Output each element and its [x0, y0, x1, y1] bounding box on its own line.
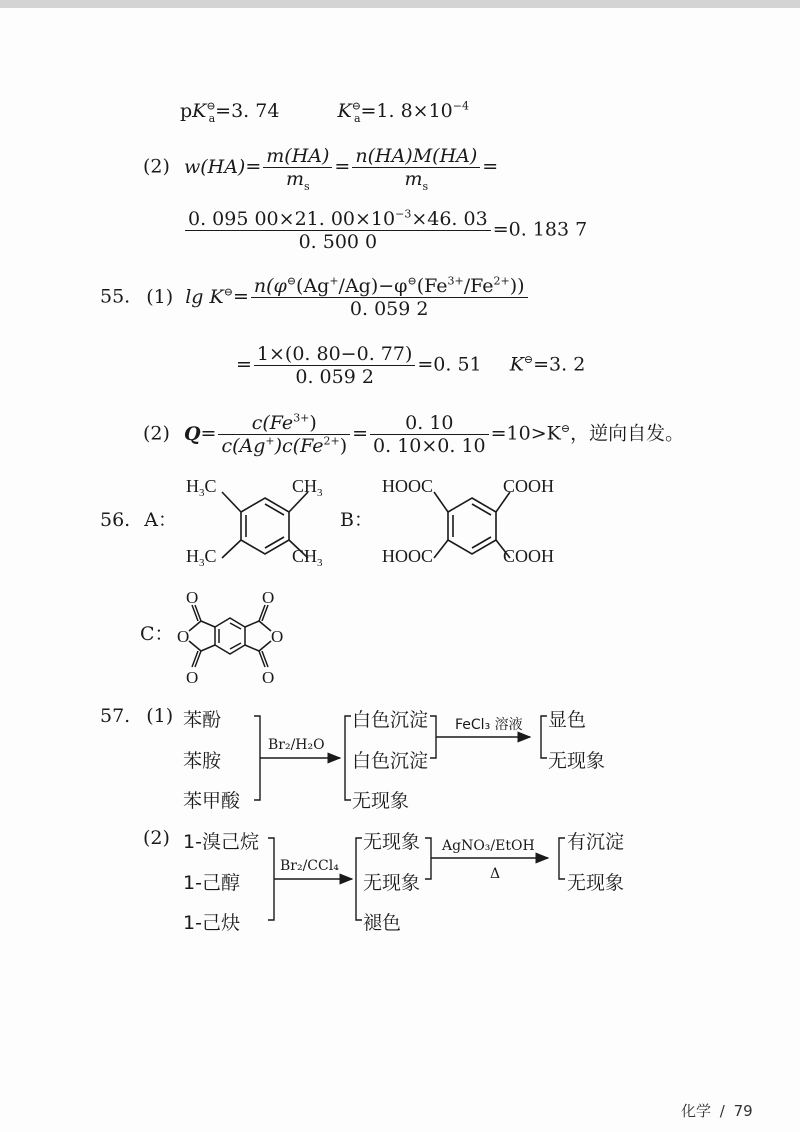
p1-reagent1: Br₂/H₂O: [268, 737, 325, 753]
p2-reagent2: AgNO₃/EtOH: [442, 838, 535, 854]
q57-p2-result: 无现象: [363, 872, 421, 894]
q57-p1-item: 苯胺: [183, 750, 222, 772]
q57-p1-result: 白色沉淀: [352, 750, 429, 772]
wha-result: =0. 183 7: [492, 218, 588, 241]
q57-p2-item: 1-溴己烷: [183, 831, 259, 853]
svg-text:O: O: [262, 668, 275, 687]
q55-part1-label: (1): [146, 285, 174, 308]
q55-part2: (2) Q= $\frac{c(Fe^{3+})}{c(Ag^+)c(Fe^{2+})}$ = $\frac{0. 10}{0. 10\times 0. 10}$ =10>K⊖，逆向自发。: [143, 411, 685, 457]
k-value: =3. 2: [533, 353, 586, 376]
q54-part2: (2) w(HA)= $\frac{m(HA)}{m_s}$ = $\frac{n(HA)M(HA)}{m_s}$ =: [143, 145, 499, 193]
q57-p2-label: (2): [143, 827, 170, 849]
p1-reagent2: FeCl₃ 溶液: [455, 717, 523, 733]
q57-p1-final: 显色: [548, 709, 587, 731]
q57-p2-item: 1-己炔: [183, 912, 240, 934]
svg-text:H3C: $H_3C$: [186, 546, 217, 569]
q57-p2-final: 有沉淀: [567, 831, 625, 853]
bracket-p1-mid-left: [345, 716, 351, 800]
q56-label-b: B：: [340, 509, 373, 531]
q54-part2-label: (2): [143, 155, 170, 178]
svg-text:COOH: COOH: [503, 546, 555, 566]
q57-p2-item: 1-己醇: [183, 872, 240, 894]
q57-p1-final: 无现象: [548, 750, 606, 772]
pka-line: $pK^⊖_a=3$. 74 $K^⊖_a=1$. $8\times 10^{-4}$: [180, 99, 469, 125]
svg-text:HOOC: HOOC: [382, 476, 434, 496]
p2-reagent1: Br₂/CCl₄: [280, 858, 339, 874]
svg-text:COOH: COOH: [503, 476, 555, 496]
svg-text:H3C: $H_3C$: [186, 476, 217, 499]
q56-label-a: 56. A：: [100, 509, 177, 531]
q57-p1-item: 苯酚: [183, 709, 222, 731]
fraction-q: $\frac{c(Fe^{3+})}{c(Ag^+)c(Fe^{2+})}$: [218, 412, 350, 457]
q55-part1: 55. (1) lg K⊖= $\frac{n(\varphi^⊖(Ag^+/Ag)-\varphi^⊖(Fe^{3+}/Fe^{2+}))}{0. 059 2}$: [100, 275, 530, 320]
page-footer: [681, 1100, 753, 1121]
svg-text:O: O: [262, 588, 275, 607]
q57-p2-final: 无现象: [567, 872, 625, 894]
q55-number: 55.: [100, 285, 131, 308]
fraction-wha-calc: $\frac{0. 095 00\times 21. 00\times 10^{-3}\times 46. 03}{0. 500 0}$: [185, 208, 491, 253]
svg-text:O: O: [186, 588, 199, 607]
bracket-p2-mid-left: [356, 838, 362, 920]
page-number: 79: [733, 1102, 753, 1120]
ka-exponent: −4: [452, 99, 469, 113]
bracket-p2-final: [559, 838, 565, 879]
pka-value: =3. 74: [215, 100, 280, 122]
q57-number: 57. (1): [100, 705, 174, 727]
svg-text:O: O: [186, 668, 199, 687]
q57-p1-item: 苯甲酸: [183, 790, 241, 812]
q57-p1-result: 白色沉淀: [352, 709, 429, 731]
q56-label-c: C：: [140, 623, 174, 645]
svg-text:O: O: [271, 627, 284, 646]
svg-text:O: O: [177, 627, 190, 646]
q57-p1-result: 无现象: [352, 790, 410, 812]
bracket-p2-left: [268, 838, 274, 920]
q57-p2-result: 无现象: [363, 831, 421, 853]
p2-reagent2-delta: Δ: [490, 866, 501, 882]
fraction-q-calc: $\frac{0. 10}{0. 10\times 0. 10}$: [370, 412, 489, 457]
w-ha: w(HA): [183, 155, 246, 178]
fraction-m-ha: $\frac{m(HA)}{m_s}$: [263, 145, 332, 190]
ka-value: =1. 8×10: [360, 100, 453, 122]
bracket-p1-mid-right: [430, 716, 436, 758]
footer-subject: 化学: [681, 1102, 712, 1120]
svg-text:CH3: $CH_3$: [292, 546, 323, 569]
svg-text:HOOC: HOOC: [382, 546, 434, 566]
svg-text:CH3: $CH_3$: [292, 476, 323, 499]
bracket-p1-left: [254, 716, 260, 800]
fraction-n-m: $\frac{n(HA)M(HA)}{m_s}$: [352, 145, 480, 190]
fraction-lgk-calc: $\frac{1\times(0. 80-0. 77)}{0. 059 2}$: [254, 343, 415, 388]
bracket-p2-mid-right: [425, 838, 431, 879]
q55-part2-label: (2): [143, 422, 170, 445]
bracket-p1-final: [541, 716, 547, 758]
q55-part1-calc: = $\frac{1\times(0. 80-0. 77)}{0. 059 2}$ =0. 51 K⊖=3. 2: [236, 343, 586, 388]
q57-p2-result: 褪色: [363, 912, 402, 934]
fraction-lgk: $\frac{n(\varphi^⊖(Ag^+/Ag)-\varphi^⊖(Fe^{3+}/Fe^{2+}))}{0. 059 2}$: [251, 275, 528, 320]
footer-separator: /: [719, 1102, 725, 1120]
